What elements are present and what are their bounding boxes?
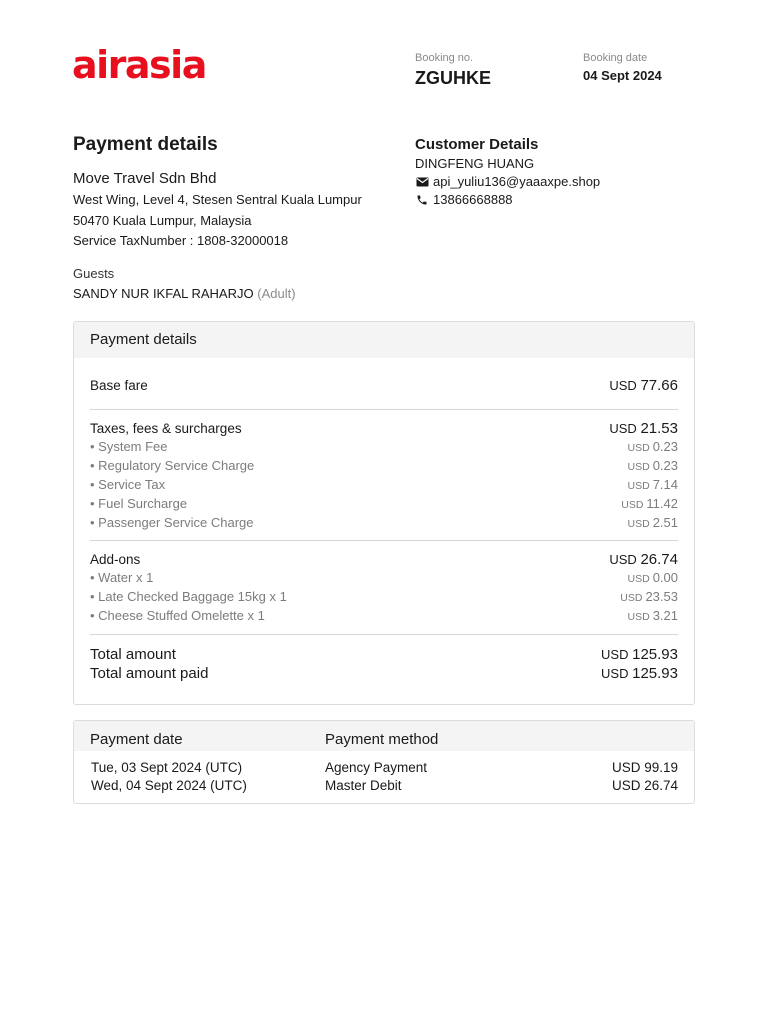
payment-method-header: Payment method [325,731,439,748]
payment-method: Agency Payment [325,760,428,775]
payment-method: Master Debit [325,778,402,793]
addons-section [90,541,678,635]
payments-card [73,720,695,804]
payment-date: Wed, 04 Sept 2024 (UTC) [91,778,247,793]
taxes-label: Taxes, fees & surcharges [90,421,242,436]
total-amount-label: Total amount [90,646,176,663]
airasia-logo: airasia [72,43,206,87]
payment-details-title: Payment details [73,134,218,155]
booking-number-label: Booking no. [415,52,474,64]
guest-entry [73,285,403,303]
customer-details-title: Customer Details [415,136,539,153]
tax-item: • Fuel Surcharge USD 11.42 [90,496,678,511]
guest-name: SANDY NUR IKFAL RAHARJO [73,285,254,301]
total-amount-row [90,645,678,664]
total-paid-amount: USD 125.93 [601,665,678,682]
taxes-amount: USD 21.53 [609,420,678,437]
address-line-2: 50470 Kuala Lumpur, Malaysia [73,212,252,228]
company-name: Move Travel Sdn Bhd [73,170,217,187]
payment-row [74,777,694,795]
addon-item: • Cheese Stuffed Omelette x 1 USD 3.21 [90,608,678,623]
taxes-row [90,420,678,438]
addons-amount: USD 26.74 [609,551,678,568]
base-fare-row [90,377,678,394]
booking-number-block [415,51,491,89]
base-fare-label: Base fare [90,378,148,393]
customer-email-row [415,173,715,191]
breakdown-header: Payment details [74,322,694,358]
tax-item: • Regulatory Service Charge USD 0.23 [90,458,678,473]
tax-item: • System Fee USD 0.23 [90,439,678,454]
tax-item: • Passenger Service Charge USD 2.51 [90,515,678,530]
customer-phone-row [415,191,715,209]
total-paid-label: Total amount paid [90,665,209,682]
addon-item: • Water x 1 USD 0.00 [90,570,678,585]
base-fare-section [90,358,678,410]
tax-item: • Service Tax USD 7.14 [90,477,678,492]
total-amount: USD 125.93 [601,646,678,663]
payment-amount: USD 26.74 [611,778,678,793]
tax-number: Service TaxNumber : 1808-32000018 [73,233,289,248]
base-fare-amount: USD 77.66 [609,377,678,394]
envelope-icon [415,175,429,189]
payment-details-info [73,133,403,303]
guest-type: (Adult) [257,285,296,301]
customer-email: api_yuliu136@yaaaxpe.shop [433,174,601,189]
addons-label: Add-ons [90,552,141,567]
booking-date-label: Booking date [583,52,648,64]
customer-name: DINGFENG HUANG [415,156,535,171]
payment-row [74,759,694,777]
totals-section [90,635,678,683]
addon-item: • Late Checked Baggage 15kg x 1 USD 23.53 [90,589,678,604]
address-line-1: West Wing, Level 4, Stesen Sentral Kuala Lumpur [73,192,362,207]
payments-header [74,721,694,751]
total-paid-row [90,664,678,683]
taxes-section [90,410,678,541]
customer-phone: 13866668888 [433,192,513,207]
addons-row [90,551,678,569]
booking-date-block [583,51,662,83]
booking-date: 04 Sept 2024 [583,68,662,83]
payment-breakdown-card [73,321,695,705]
booking-number: ZGUHKE [415,68,491,88]
payment-date-header: Payment date [90,731,183,748]
guests-label: Guests [73,265,115,281]
payment-amount: USD 99.19 [611,760,678,775]
customer-details [415,135,715,209]
phone-icon [415,193,429,207]
payment-date: Tue, 03 Sept 2024 (UTC) [91,760,243,775]
